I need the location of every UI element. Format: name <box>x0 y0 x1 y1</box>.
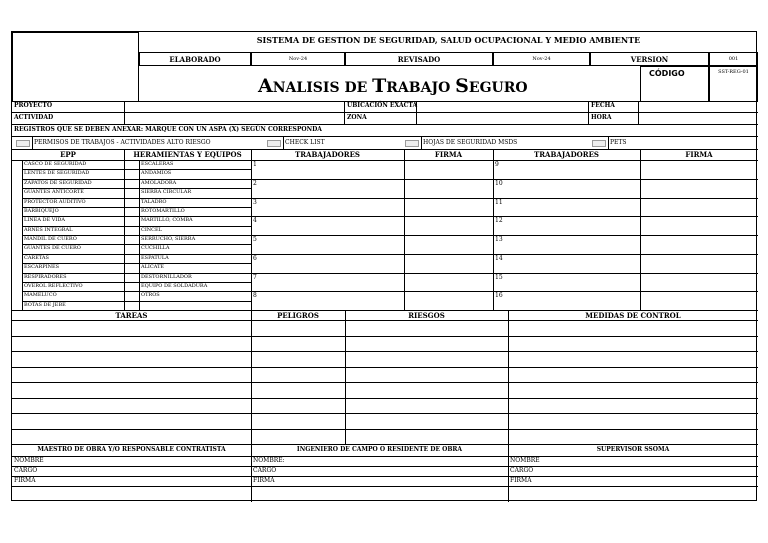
system-title: SISTEMA DE GESTION DE SEGURIDAD, SALUD OCUPACIONAL Y MEDIO AMBIENTE <box>256 35 641 45</box>
epp-row-line <box>22 263 251 264</box>
version-label-cell <box>590 52 709 66</box>
worker-number: 2 <box>253 179 257 187</box>
epp-row-line <box>22 188 251 189</box>
hojas-label: HOJAS DE SEGURIDAD MSDS <box>423 139 518 146</box>
ingeniero-nombre-label: NOMBRE: <box>253 457 285 464</box>
maestro-nombre-label: NOMBRE <box>14 457 44 464</box>
version-label: VERSION <box>630 55 669 64</box>
worker-number: 1 <box>253 161 257 168</box>
pets-checkbox[interactable] <box>592 140 606 147</box>
herramientas-header: HERAMIENTAS Y EQUIPOS <box>133 150 242 159</box>
revisado-label: REVISADO <box>397 55 441 64</box>
ubicacion-label: UBICACIÓN EXACTA <box>347 102 418 109</box>
worker-number: 15 <box>495 273 503 281</box>
supervisor-firma-label: FIRMA <box>510 477 532 484</box>
permisos-label: PERMISOS DE TRABAJOS - ACTIVIDADES ALTO RIESGO <box>34 139 211 146</box>
epp-item: RESPIRADORES <box>24 273 67 280</box>
checklist-label: CHECK LIST <box>285 139 325 146</box>
permisos-checkbox[interactable] <box>16 140 30 147</box>
firma-header-left: FIRMA <box>434 150 463 159</box>
actividad-label: ACTIVIDAD <box>14 114 54 121</box>
analysis-row-line <box>12 413 758 414</box>
worker-row-line <box>251 254 758 255</box>
worker-number: 13 <box>495 236 503 243</box>
elaborado-label: ELABORADO <box>169 55 221 64</box>
maestro-header: MAESTRO DE OBRA Y/O RESPONSABLE CONTRATISTA <box>37 446 226 453</box>
analysis-row-line <box>12 382 758 383</box>
epp-item: MANDIL DE CUERO <box>24 236 77 242</box>
worker-number: 4 <box>253 217 257 225</box>
elaborado-date: Nov-24 <box>288 56 308 62</box>
epp-row-line <box>22 254 251 255</box>
worker-number: 7 <box>253 273 257 281</box>
tool-item: CUCHILLA <box>141 245 170 252</box>
tool-item: DESTORNILLADOR <box>141 273 192 280</box>
ingeniero-header: INGENIERO DE CAMPO O RESIDENTE DE OBRA <box>296 446 463 453</box>
supervisor-nombre-label: NOMBRE <box>510 457 540 464</box>
supervisor-header: SUPERVISOR SSOMA <box>596 446 670 453</box>
epp-row-line <box>22 207 251 208</box>
epp-item: OVEROL REFLECTIVO <box>24 282 83 289</box>
epp-row-line <box>22 235 251 236</box>
epp-item: MAMELUCO <box>24 292 57 299</box>
tool-item: TALADRO <box>141 198 167 205</box>
tool-item: ROTOMARTILLO <box>141 207 185 214</box>
epp-item: ZAPATOS DE SEGURIDAD <box>24 179 92 186</box>
ats-form <box>11 31 757 501</box>
worker-row-line <box>251 198 758 199</box>
worker-row-line <box>251 273 758 274</box>
elaborado-date-cell <box>251 52 345 66</box>
trabajadores-header-right: TRABAJADORES <box>534 150 599 159</box>
supervisor-cargo-label: CARGO <box>510 467 534 474</box>
revisado-date: Nov-24 <box>532 56 551 62</box>
worker-number: 11 <box>495 198 503 206</box>
worker-row-line <box>251 291 758 292</box>
epp-item: BOTAS DE JEBE <box>24 301 66 308</box>
worker-row-line <box>251 216 758 217</box>
medidas-header: MEDIDAS DE CONTROL <box>585 311 681 320</box>
epp-row-line <box>22 226 251 227</box>
epp-row-line <box>22 282 251 283</box>
maestro-firma-label: FIRMA <box>14 477 36 484</box>
revisado-label-cell <box>345 52 493 66</box>
epp-header: EPP <box>60 150 76 159</box>
worker-number: 9 <box>495 161 499 168</box>
tool-item: EQUIPO DE SOLDADURA <box>141 282 208 289</box>
worker-number: 16 <box>495 292 503 300</box>
epp-row-line <box>22 198 251 199</box>
tool-item: SERRUCHO, SIERRA <box>141 236 196 242</box>
version-value: 001 <box>728 56 739 62</box>
worker-number: 14 <box>495 254 503 262</box>
tool-item: CINCEL <box>141 226 162 233</box>
worker-row-line <box>251 179 758 180</box>
ingeniero-firma-label: FIRMA <box>253 477 275 484</box>
worker-number: 5 <box>253 236 257 243</box>
proyecto-label: PROYECTO <box>14 102 53 109</box>
epp-item: PROTECTOR AUDITIVO <box>24 198 86 205</box>
worker-number: 10 <box>495 179 503 187</box>
epp-item: BARBIQUEJO <box>24 207 59 214</box>
tool-item: ALICATE <box>141 264 165 271</box>
logo-box <box>12 32 139 102</box>
tool-item: ESPATULA <box>141 254 169 261</box>
tool-item: ESCALERAS <box>141 161 174 167</box>
tool-item: ANDAMIOS <box>141 170 172 177</box>
epp-item: CASCO DE SEGURIDAD <box>24 161 87 167</box>
epp-item: LINEA DE VIDA <box>24 217 65 224</box>
worker-number: 6 <box>253 254 257 262</box>
epp-row-line <box>22 169 251 170</box>
tareas-header: TAREAS <box>115 311 148 320</box>
epp-item: ARNES INTEGRAL <box>24 226 73 233</box>
tool-item: SIERRA CIRCULAR <box>141 189 192 196</box>
codigo-label-cell <box>640 66 709 102</box>
worker-number: 3 <box>253 198 257 206</box>
epp-row-line <box>22 291 251 292</box>
epp-item: GUANTES ANTICORTE <box>24 189 84 196</box>
epp-item: ESCARPINES <box>24 264 60 271</box>
registros-instruction: REGISTROS QUE SE DEBEN ANEXAR: MARQUE CON UN ASPA (X) SEGÚN CORRESPONDA <box>14 126 322 133</box>
revisado-date-cell <box>493 52 590 66</box>
epp-row-line <box>22 179 251 180</box>
ingeniero-cargo-label: CARGO <box>253 467 277 474</box>
worker-row-line <box>251 235 758 236</box>
hora-label: HORA <box>591 114 612 121</box>
pets-label: PETS <box>610 139 627 146</box>
worker-number: 12 <box>495 217 503 225</box>
worker-number: 8 <box>253 292 257 300</box>
codigo-label: CÓDIGO <box>649 69 685 78</box>
riesgos-header: RIESGOS <box>408 311 445 320</box>
firma-header-right: FIRMA <box>685 150 713 159</box>
analysis-row-line <box>12 398 758 399</box>
maestro-cargo-label: CARGO <box>14 467 38 474</box>
tool-item: OTROS <box>141 292 160 299</box>
tool-item: MARTILLO, COMBA <box>141 217 193 224</box>
fecha-label: FECHA <box>591 102 615 109</box>
analysis-row-line <box>12 429 758 430</box>
epp-row-line <box>22 301 251 302</box>
analysis-row-line <box>12 351 758 352</box>
zona-label: ZONA <box>347 114 367 121</box>
peligros-header: PELIGROS <box>277 311 319 320</box>
epp-item: LENTES DE SEGURIDAD <box>24 170 90 177</box>
analysis-row-line <box>12 367 758 368</box>
epp-row-line <box>22 244 251 245</box>
epp-item: CARETAS <box>24 254 49 261</box>
tool-item: AMOLADORA <box>141 179 177 186</box>
checklist-checkbox[interactable] <box>267 140 281 147</box>
codigo-value: SST-REG-01 <box>718 69 749 75</box>
trabajadores-header-left: TRABAJADORES <box>295 150 360 159</box>
epp-row-line <box>22 216 251 217</box>
elaborado-label-cell <box>139 52 251 66</box>
version-value-cell <box>709 52 758 66</box>
epp-item: GUANTES DE CUERO <box>24 245 81 252</box>
codigo-value-cell <box>709 66 758 102</box>
epp-row-line <box>22 273 251 274</box>
analysis-row-line <box>12 336 758 337</box>
doc-title: ANALISIS DE TRABAJO SEGURO <box>258 75 528 97</box>
hojas-checkbox[interactable] <box>405 140 419 147</box>
